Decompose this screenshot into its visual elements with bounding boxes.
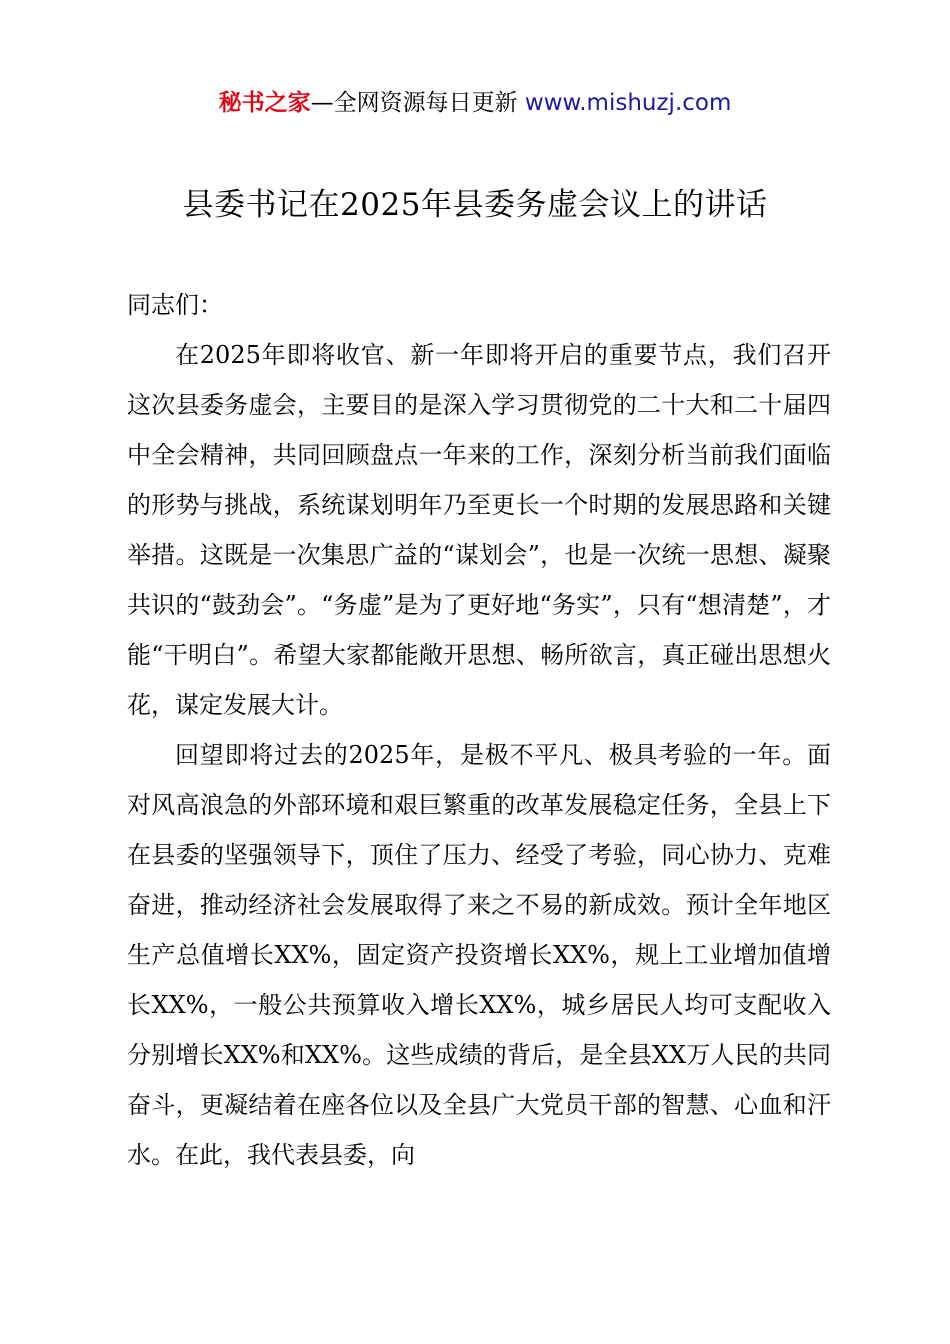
header-tagline: —全网资源每日更新: [310, 90, 518, 116]
document-title: 县委书记在2025年县委务虚会议上的讲话: [182, 187, 768, 223]
site-header: [0, 86, 950, 120]
paragraph-opening: 在2025年即将收官、新一年即将开启的重要节点，我们召开这次县委务虚会，主要目的是深入学习贯彻党的二十大和二十届四中全会精神，共同回顾盘点一年来的工作，深刻分析当前我们面临的形势与挑战，系统谋划明年乃至更长一个时期的发展思路和关键举措。这既是一次集思广益的“谋划会”，也是一次统一思想、凝聚共识的“鼓劲会”。“务虚”是为了更好地“务实”，只有“想清楚”，才能“干明白”。希望大家都能敞开思想、畅所欲言，真正碰出思想火花，谋定发展大计。: [127, 341, 831, 719]
speech-body: [127, 280, 831, 1180]
greeting: 同志们：: [127, 291, 223, 319]
site-url-link[interactable]: www.mishuzj.com: [524, 90, 732, 116]
brand-name: 秘书之家: [218, 90, 311, 116]
paragraph-review: 回望即将过去的2025年，是极不平凡、极具考验的一年。面对风高浪急的外部环境和艰巨繁重的改革发展稳定任务，全县上下在县委的坚强领导下，顶住了压力、经受了考验，同心协力、克难奋进，推动经济社会发展取得了来之不易的新成效。预计全年地区生产总值增长XX%，固定资产投资增长XX%，规上工业增加值增长XX%，一般公共预算收入增长XX%，城乡居民人均可支配收入分别增长XX%和XX%。这些成绩的背后，是全县XX万人民的共同奋斗，更凝结着在座各位以及全县广大党员干部的智慧、心血和汗水。在此，我代表县委，向: [127, 741, 831, 1169]
